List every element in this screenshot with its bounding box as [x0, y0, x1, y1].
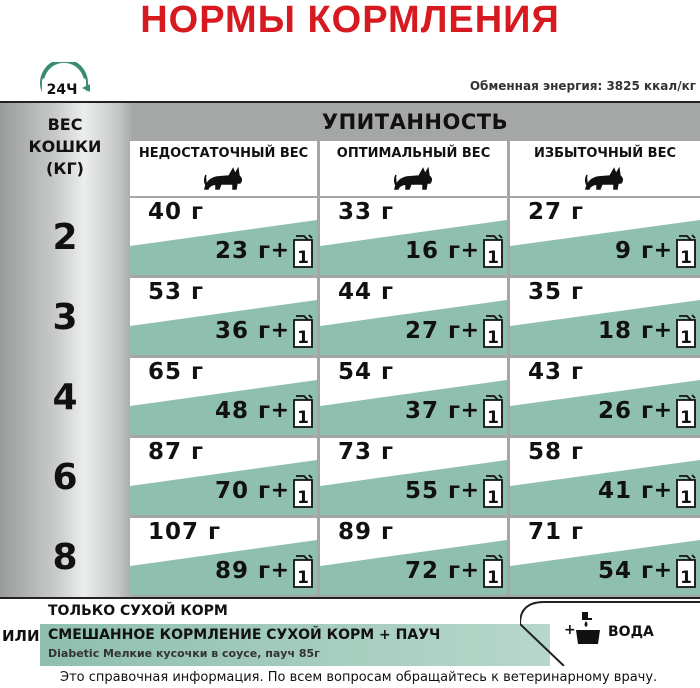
feeding-cell — [510, 198, 700, 275]
pouch-icon — [482, 554, 504, 588]
dry-amount: 65 г — [148, 359, 205, 385]
cat-weight-label: 6 — [52, 457, 78, 498]
legend-or: ИЛИ — [2, 627, 40, 645]
clock-label: 24Ч — [46, 82, 78, 98]
feeding-cell — [510, 438, 700, 515]
feeding-cell — [320, 518, 507, 595]
feeding-cell — [130, 518, 317, 595]
feeding-cell — [510, 518, 700, 595]
energy-info: Обменная энергия: 3825 ккал/кг — [469, 79, 696, 93]
plus-sign: + — [270, 398, 289, 423]
mixed-amount: 37 г — [404, 398, 461, 424]
pouch-icon — [675, 554, 697, 588]
pouch-icon — [292, 234, 314, 268]
dry-amount: 40 г — [148, 199, 205, 225]
column-label: ИЗБЫТОЧНЫЙ ВЕС — [533, 146, 676, 161]
column-optimal — [320, 141, 507, 196]
nutrition-header: УПИТАННОСТЬ — [321, 110, 509, 134]
plus-sign: + — [653, 398, 672, 423]
pouch-count: 1 — [487, 408, 499, 428]
pouch-count: 1 — [680, 568, 692, 588]
weight-header-line: КОШКИ — [28, 137, 102, 156]
dry-amount: 33 г — [338, 199, 395, 225]
pouch-icon — [482, 234, 504, 268]
plus-sign: + — [270, 318, 289, 343]
pouch-icon — [675, 234, 697, 268]
cat-icon — [393, 165, 435, 191]
weight-header-line: (КГ) — [46, 159, 84, 178]
legend-water: ВОДА — [608, 624, 654, 640]
pouch-count: 1 — [487, 328, 499, 348]
pouch-count: 1 — [487, 248, 499, 268]
cat-icon — [203, 165, 245, 191]
plus-sign: + — [270, 558, 289, 583]
weight-header-line: ВЕС — [47, 115, 83, 134]
pouch-count: 1 — [680, 488, 692, 508]
mixed-amount: 48 г — [214, 398, 271, 424]
mixed-amount: 36 г — [214, 318, 271, 344]
dry-amount: 107 г — [148, 519, 222, 545]
pouch-icon — [482, 314, 504, 348]
feeding-cell — [320, 278, 507, 355]
plus-sign: + — [460, 558, 479, 583]
pouch-count: 1 — [297, 248, 309, 268]
plus-sign: + — [460, 398, 479, 423]
cat-weight-label: 8 — [52, 537, 78, 578]
pouch-icon — [482, 474, 504, 508]
dry-amount: 35 г — [528, 279, 585, 305]
dry-amount: 58 г — [528, 439, 585, 465]
legend-only-dry: ТОЛЬКО СУХОЙ КОРМ — [48, 603, 228, 619]
mixed-amount: 23 г — [214, 238, 271, 264]
plus-sign: + — [460, 318, 479, 343]
mixed-amount: 16 г — [404, 238, 461, 264]
pouch-count: 1 — [680, 408, 692, 428]
pouch-count: 1 — [297, 408, 309, 428]
plus-sign: + — [460, 478, 479, 503]
dry-amount: 43 г — [528, 359, 585, 385]
plus-sign: + — [460, 238, 479, 263]
legend-mixed-product: Diabetic Мелкие кусочки в соусе, пауч 85г — [48, 647, 320, 660]
column-label: ОПТИМАЛЬНЫЙ ВЕС — [336, 146, 491, 161]
mixed-amount: 18 г — [597, 318, 654, 344]
svg-text:+: + — [564, 622, 576, 638]
pouch-count: 1 — [297, 568, 309, 588]
dry-amount: 87 г — [148, 439, 205, 465]
feeding-cell — [130, 438, 317, 515]
pouch-count: 1 — [487, 488, 499, 508]
plus-sign: + — [270, 238, 289, 263]
pouch-count: 1 — [297, 488, 309, 508]
column-overweight — [510, 141, 700, 196]
pouch-icon — [675, 474, 697, 508]
pouch-icon — [675, 394, 697, 428]
dry-amount: 44 г — [338, 279, 395, 305]
column-label: НЕДОСТАТОЧНЫЙ ВЕС — [138, 146, 309, 161]
disclaimer: Это справочная информация. По всем вопросам обращайтесь к ветеринарному врачу. — [60, 670, 658, 685]
pouch-icon — [292, 554, 314, 588]
mixed-amount: 72 г — [404, 558, 461, 584]
feeding-cell — [510, 358, 700, 435]
feeding-cell — [130, 198, 317, 275]
plus-sign: + — [653, 318, 672, 343]
pouch-count: 1 — [680, 328, 692, 348]
dry-amount: 27 г — [528, 199, 585, 225]
cat-weight-label: 4 — [52, 377, 78, 418]
weight-header — [0, 114, 130, 180]
plus-sign: + — [653, 478, 672, 503]
pouch-icon — [292, 394, 314, 428]
mixed-amount: 54 г — [597, 558, 654, 584]
pouch-count: 1 — [297, 328, 309, 348]
legend-mixed: СМЕШАННОЕ КОРМЛЕНИЕ СУХОЙ КОРМ + ПАУЧ — [48, 627, 441, 643]
pouch-count: 1 — [680, 248, 692, 268]
feeding-cell — [320, 198, 507, 275]
plus-sign: + — [653, 238, 672, 263]
water-bowl-icon — [564, 612, 600, 644]
cat-weight-label: 2 — [52, 217, 78, 258]
feeding-cell — [320, 358, 507, 435]
pouch-icon — [482, 394, 504, 428]
mixed-amount: 41 г — [597, 478, 654, 504]
dry-amount: 54 г — [338, 359, 395, 385]
dry-amount: 53 г — [148, 279, 205, 305]
mixed-amount: 70 г — [214, 478, 271, 504]
pouch-icon — [675, 314, 697, 348]
mixed-amount: 26 г — [597, 398, 654, 424]
dry-amount: 89 г — [338, 519, 395, 545]
pouch-icon — [292, 474, 314, 508]
dry-amount: 73 г — [338, 439, 395, 465]
plus-sign: + — [270, 478, 289, 503]
clock-24h-icon — [36, 62, 92, 106]
mixed-amount: 9 г — [614, 238, 654, 264]
feeding-cell — [130, 278, 317, 355]
pouch-icon — [292, 314, 314, 348]
column-underweight — [130, 141, 317, 196]
feeding-cell — [320, 438, 507, 515]
plus-sign: + — [653, 558, 672, 583]
feeding-cell — [130, 358, 317, 435]
mixed-amount: 27 г — [404, 318, 461, 344]
cat-weight-label: 3 — [52, 297, 78, 338]
mixed-amount: 89 г — [214, 558, 271, 584]
pouch-count: 1 — [487, 568, 499, 588]
page-title: НОРМЫ КОРМЛЕНИЯ — [140, 0, 560, 41]
cat-icon — [584, 165, 626, 191]
dry-amount: 71 г — [528, 519, 585, 545]
feeding-cell — [510, 278, 700, 355]
mixed-amount: 55 г — [404, 478, 461, 504]
